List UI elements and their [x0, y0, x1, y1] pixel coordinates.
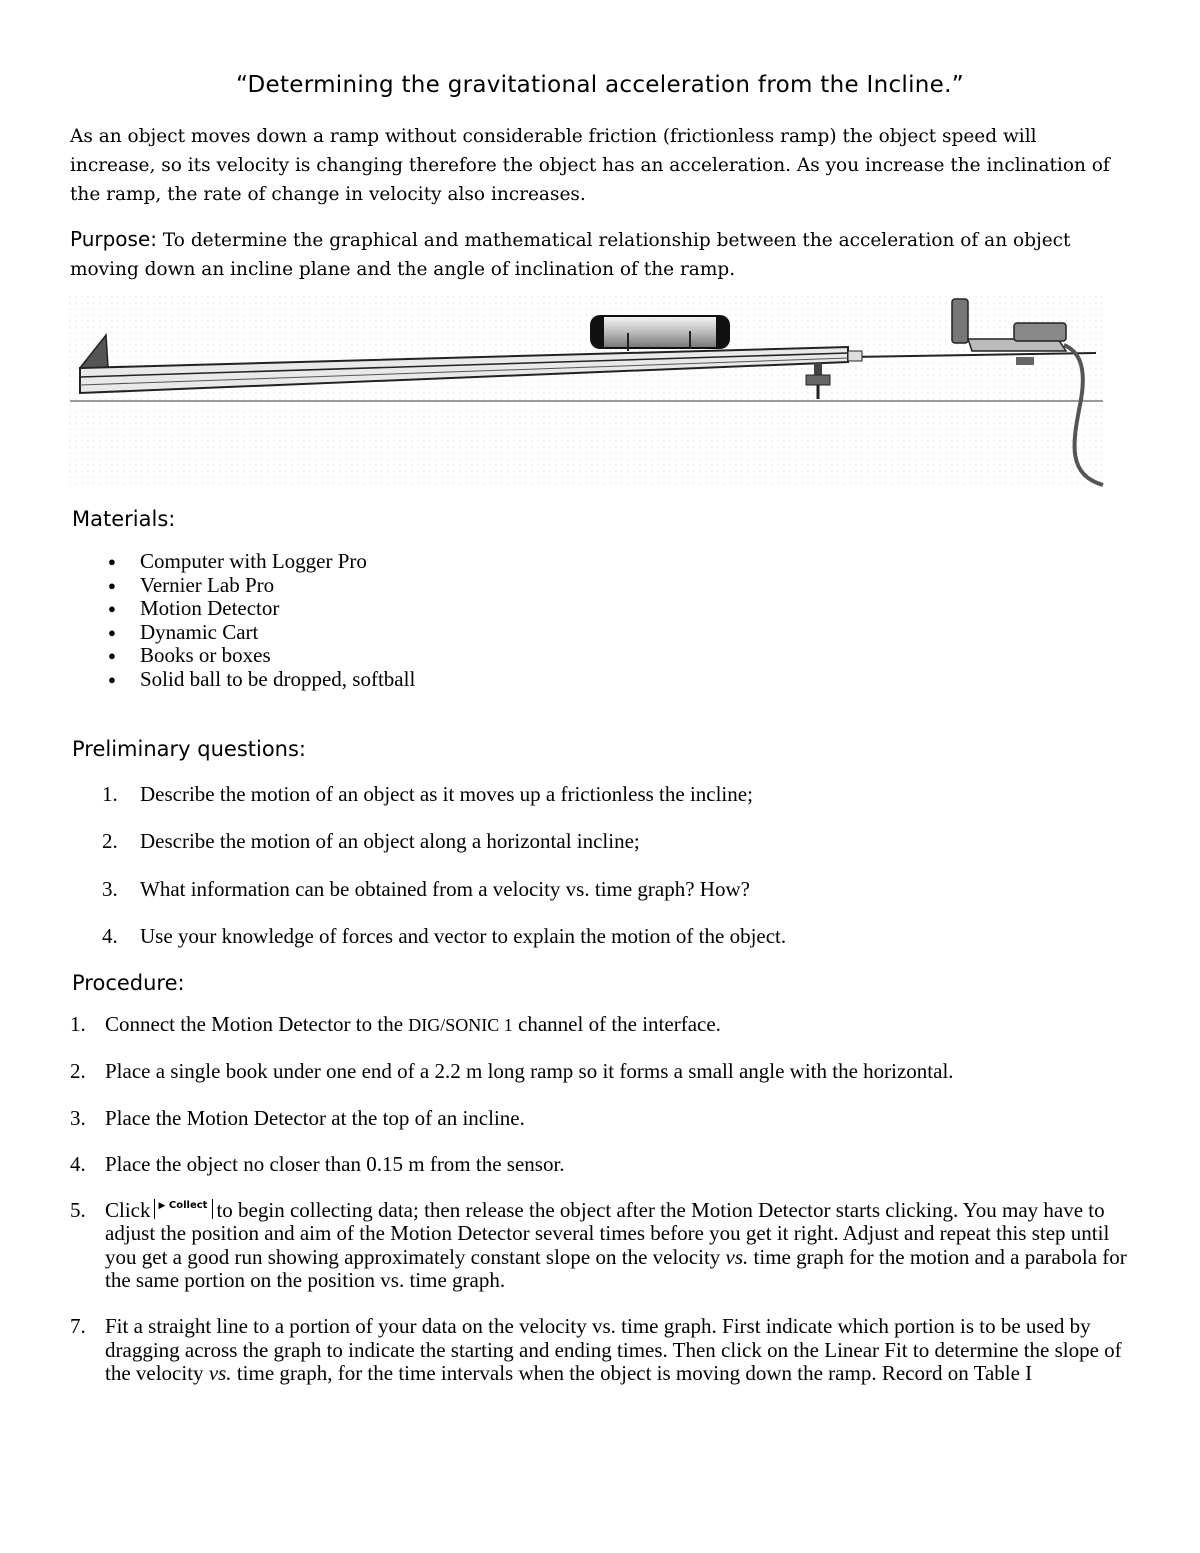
item-text: Use your knowledge of forces and vector to explain the motion of the object. — [140, 923, 787, 948]
list-item — [70, 782, 786, 829]
step-number: 5. — [70, 1198, 86, 1223]
procedure-step — [70, 1153, 1130, 1176]
intro-line: the ramp, the rate of change in velocity also increases. — [70, 184, 586, 205]
list-item — [70, 877, 786, 924]
step-number: 2. — [70, 1059, 86, 1084]
step-text: Connect the Motion Detector to the DIG/SONIC 1 channel of the interface. — [105, 1012, 721, 1036]
intro-line: increase, so its velocity is changing therefore the object has an acceleration. As you increase the inclination of — [70, 155, 1110, 176]
list-item — [70, 924, 786, 971]
list-item: ● Motion Detector — [70, 597, 415, 621]
item-text: Describe the motion of an object as it moves up a frictionless the incline; — [140, 782, 753, 806]
list-item: ● Vernier Lab Pro — [70, 574, 415, 598]
item-text: Describe the motion of an object along a horizontal incline; — [140, 829, 640, 854]
step-number: 4. — [70, 1151, 86, 1176]
play-icon: ▶ — [158, 1201, 166, 1212]
procedure-step — [70, 1060, 1130, 1083]
intro-line: As an object moves down a ramp without considerable friction (frictionless ramp) the object speed will — [70, 126, 1037, 147]
ramp-cart-motion-detector-icon — [68, 295, 1108, 495]
list-item — [70, 829, 786, 876]
step-text: Place the object no closer than 0.15 m from the sensor. — [105, 1151, 565, 1176]
step-text: Click ▶ Collect to begin collecting data; then release the object after the Motion Detector starts clicking. You may have to adjust the position and aim of the Motion Detector several times before you get it right. Adjust and repeat this step until you get a good run showing approximately constant slope on the velocity vs. time graph for the motion and a parabola for the same portion on the position vs. time graph. — [105, 1198, 1127, 1293]
materials-heading: Materials: — [72, 507, 176, 531]
step-number: 1. — [70, 1012, 86, 1036]
procedure-heading: Procedure: — [72, 971, 185, 995]
purpose-paragraph — [70, 225, 1130, 284]
procedure-step — [70, 1107, 1130, 1130]
purpose-text-continued: moving down an incline plane and the angle of inclination of the ramp. — [70, 259, 736, 280]
item-text: What information can be obtained from a velocity vs. time graph? How? — [140, 876, 750, 901]
step-number: 3. — [70, 1105, 86, 1130]
list-item: ● Solid ball to be dropped, softball — [70, 668, 415, 692]
item-number: 4. — [102, 923, 118, 948]
item-number: 1. — [102, 782, 118, 806]
preliminary-heading: Preliminary questions: — [72, 737, 307, 761]
purpose-label: Purpose: — [70, 227, 158, 251]
item-number: 2. — [102, 829, 118, 854]
channel-name: DIG/SONIC 1 — [408, 1015, 513, 1035]
step-text: Place the Motion Detector at the top of an incline. — [105, 1105, 525, 1130]
list-item: ● Dynamic Cart — [70, 621, 415, 645]
step-number: 7. — [70, 1314, 86, 1339]
list-item: ● Books or boxes — [70, 644, 415, 668]
step-text: Place a single book under one end of a 2.2 m long ramp so it forms a small angle with the horizontal. — [105, 1059, 954, 1084]
intro-paragraph — [70, 122, 1130, 209]
materials-list — [70, 550, 415, 691]
procedure-step — [70, 1199, 1130, 1292]
dynamic-cart — [590, 315, 730, 351]
procedure-step — [70, 1315, 1130, 1385]
procedure-step — [70, 1013, 1130, 1037]
step-text: Fit a straight line to a portion of your data on the velocity vs. time graph. First indicate which portion is to be used by dragging across the graph to indicate the starting and ending times. Then click on the Linear Fit to determine the slope of the velocity vs. time graph, for the time intervals when the object is moving down the ramp. Record on Table I — [105, 1314, 1122, 1385]
document-title: “Determining the gravitational acceleration from the Incline.” — [236, 72, 964, 98]
collect-button[interactable]: ▶ Collect — [154, 1199, 214, 1219]
item-number: 3. — [102, 876, 118, 901]
purpose-text: To determine the graphical and mathematical relationship between the acceleration of an object — [162, 230, 1071, 251]
figure-background — [68, 295, 1103, 487]
preliminary-list — [70, 782, 786, 971]
procedure-list — [70, 1013, 1130, 1408]
list-item: ● Computer with Logger Pro — [70, 550, 415, 574]
